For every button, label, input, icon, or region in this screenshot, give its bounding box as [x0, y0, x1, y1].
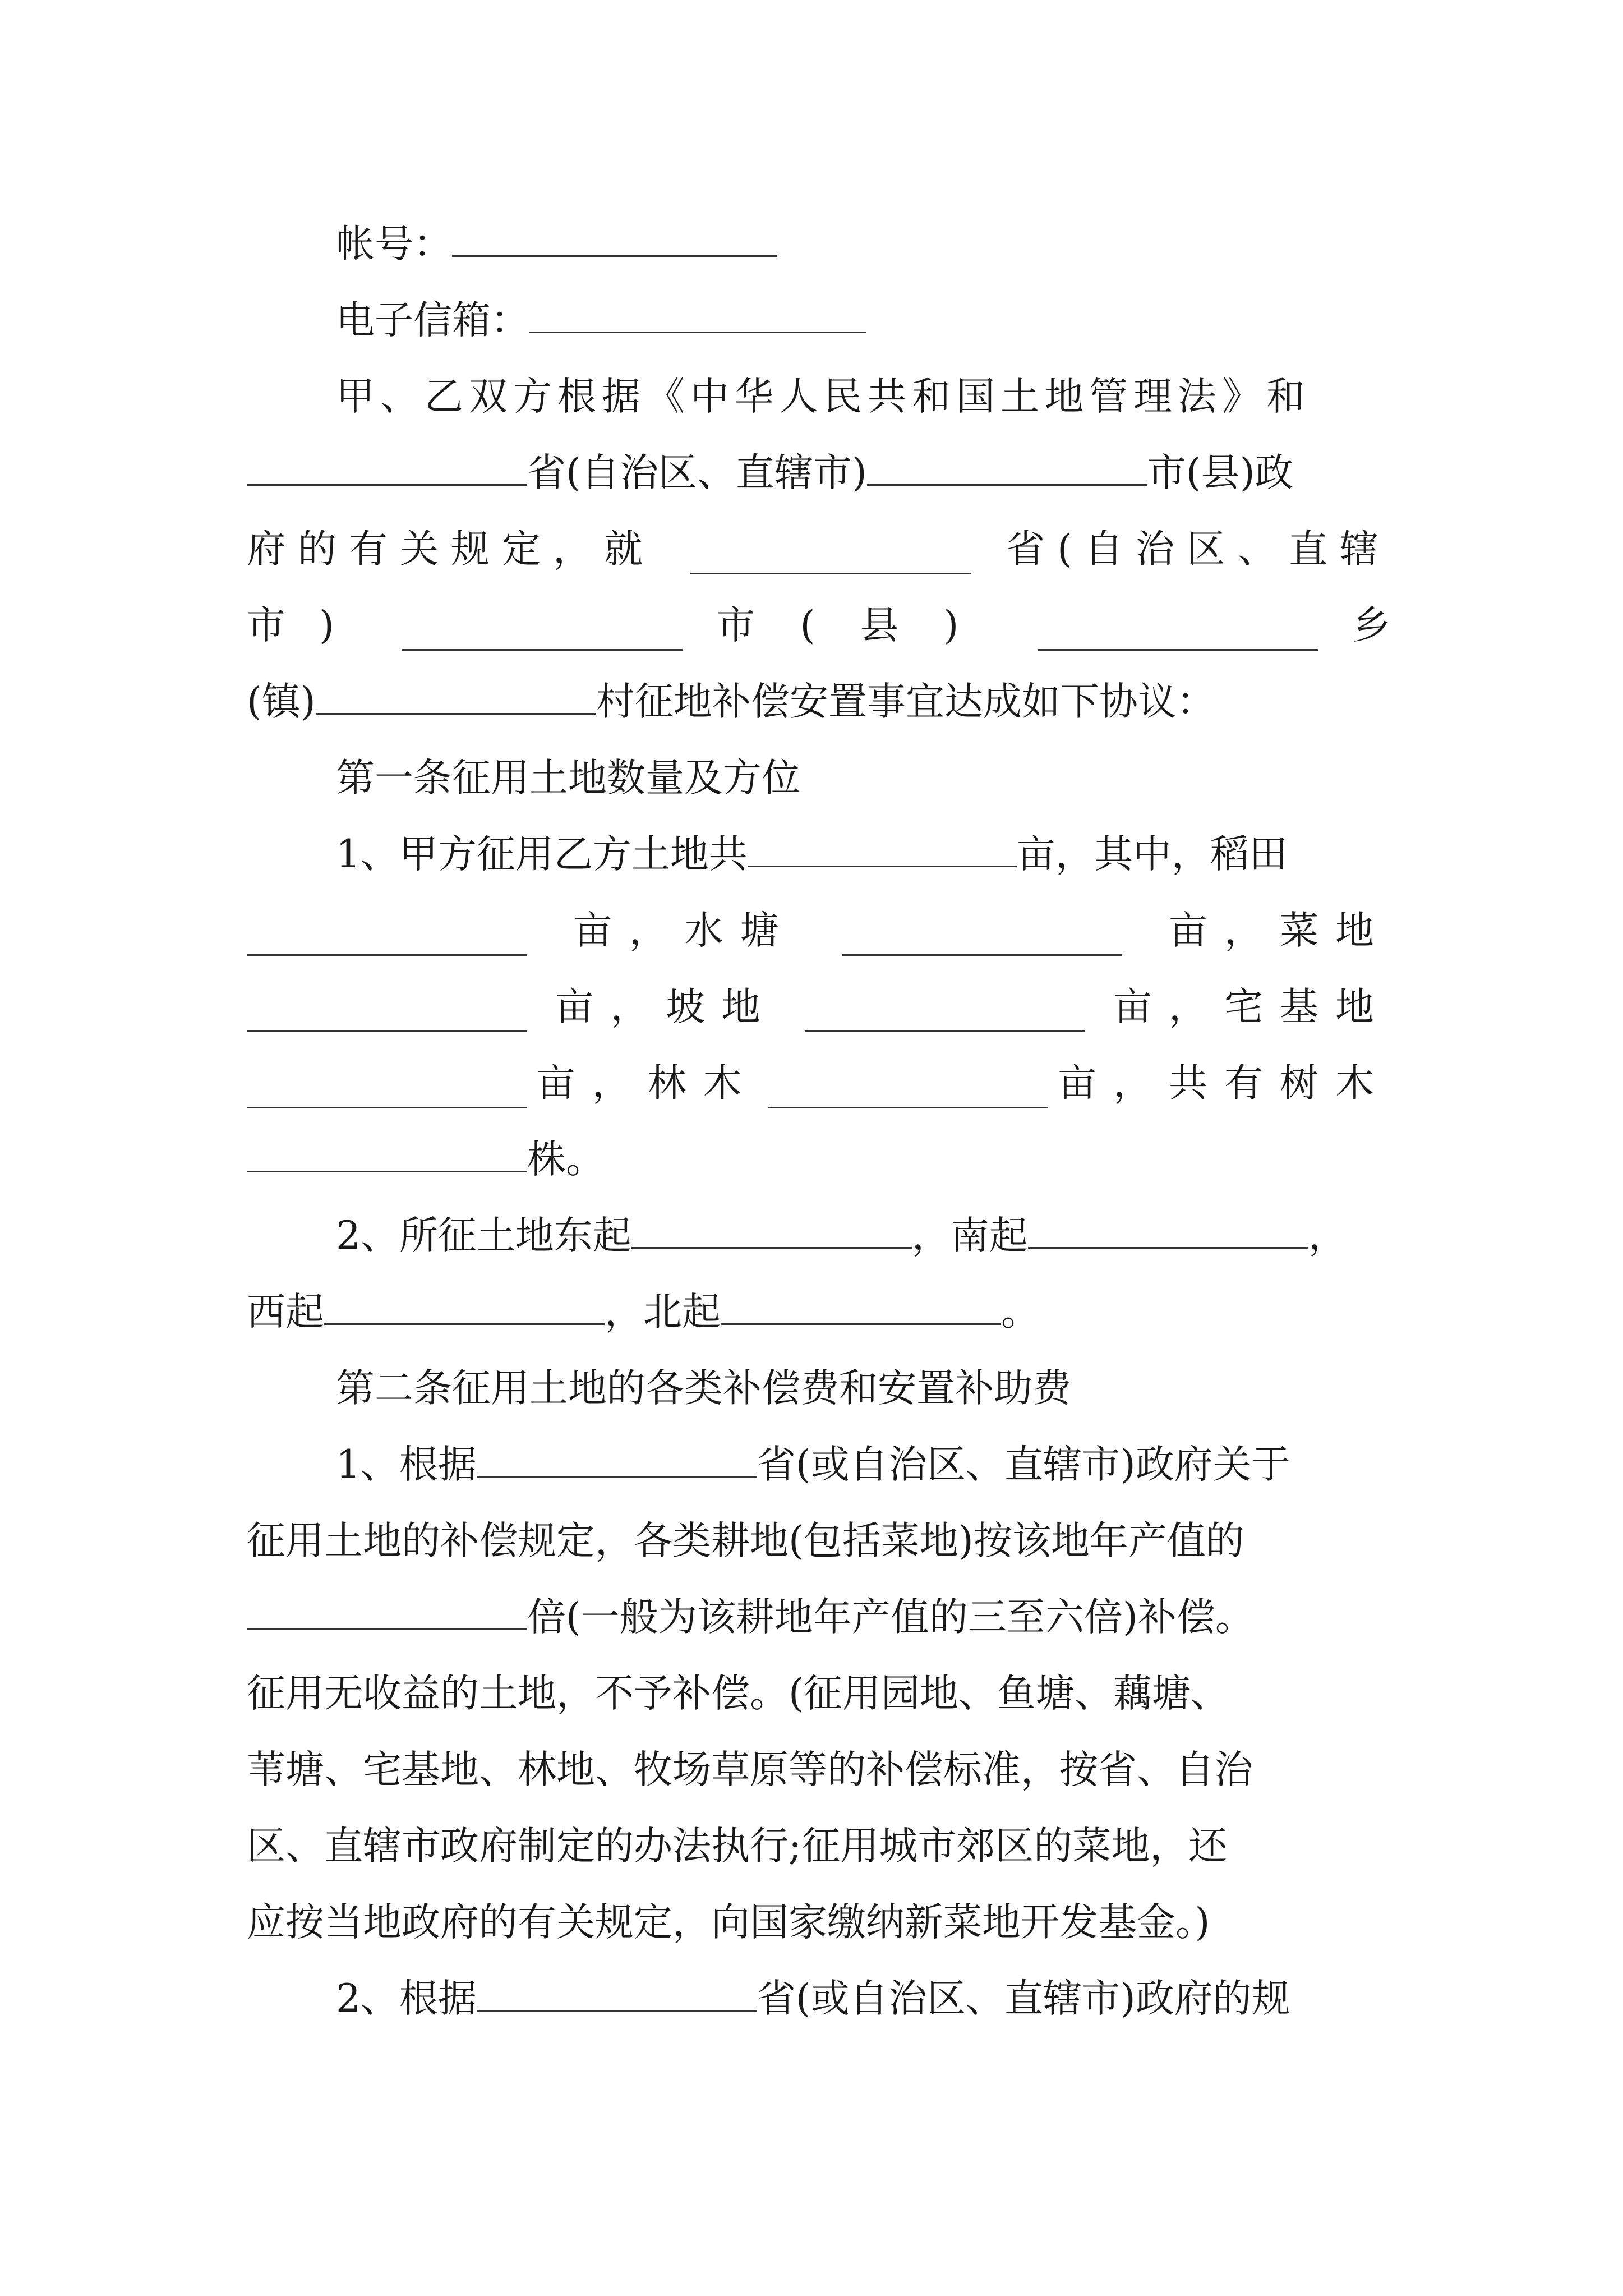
article1-text-4b: 亩，共有树木 [1057, 1061, 1391, 1106]
article1-line-1 [247, 829, 1391, 880]
intro-text-1: 甲、乙双方根据《中华人民共和国土地管理法》和 [336, 374, 1311, 419]
intro-text-2b: 市(县)政 [1147, 450, 1294, 495]
article2-text-2: 征用土地的补偿规定，各类耕地(包括菜地)按该地年产值的 [247, 1519, 1244, 1563]
article2-line-6 [247, 1821, 1391, 1871]
intro-text-4a: 市) [247, 603, 368, 648]
article2-text-6: 区、直辖市政府制定的办法执行;征用城市郊区的菜地，还 [247, 1824, 1228, 1869]
south-blank [1028, 1212, 1308, 1249]
article1-text-1b: 亩，其中，稻田 [1016, 832, 1288, 877]
article1-p2-text-d: 西起 [247, 1290, 324, 1335]
article2-text-1b: 省(或自治区、直辖市)政府关于 [757, 1442, 1290, 1487]
article2-text-1a: 1、根据 [336, 1442, 477, 1487]
article1-para2-line-2 [247, 1287, 1391, 1337]
article1-line-3 [247, 982, 1391, 1032]
article2-text-4: 征用无收益的土地，不予补偿。(征用园地、鱼塘、藕塘、 [247, 1671, 1229, 1716]
intro-line-4 [247, 600, 1391, 651]
north-blank [721, 1289, 1001, 1325]
forest-blank [768, 1072, 1048, 1108]
article1-title [247, 753, 1391, 803]
intro-text-4c: 乡 [1352, 603, 1391, 648]
article1-p2-text-f: 。 [1001, 1290, 1040, 1335]
email-label: 电子信箱： [336, 298, 529, 343]
slope-blank [805, 996, 1085, 1032]
west-blank [324, 1289, 605, 1325]
article1-text-4a: 亩，林木 [536, 1061, 759, 1106]
article2-line-2 [247, 1516, 1391, 1566]
vegetable-blank [247, 996, 527, 1032]
article1-line-5 [247, 1134, 1391, 1185]
intro-text-3a: 府的有关规定，就 [247, 527, 655, 572]
county-blank [1038, 614, 1318, 651]
article2-line-3 [247, 1592, 1391, 1642]
intro-line-2 [247, 448, 1391, 498]
regulation-province-blank [477, 1441, 757, 1478]
article2-p2-text-a: 2、根据 [336, 1976, 477, 2021]
article2-line-7 [247, 1897, 1391, 1948]
article2-title-text: 第二条征用土地的各类补偿费和安置补助费 [336, 1366, 1071, 1411]
account-blank [452, 220, 777, 257]
intro-text-2a: 省(自治区、直辖市) [527, 450, 867, 495]
intro-text-5a: (镇) [247, 679, 316, 724]
article1-title-text: 第一条征用土地数量及方位 [336, 756, 800, 800]
article1-text-2a: 亩，水塘 [573, 908, 796, 953]
pond-blank [842, 919, 1122, 956]
intro-text-5b: 村征地补偿安置事宜达成如下协议： [596, 679, 1215, 724]
city-blank [867, 449, 1147, 486]
article1-text-1a: 1、甲方征用乙方土地共 [336, 832, 748, 877]
article1-text-5: 株。 [527, 1137, 605, 1182]
article1-p2-text-b: ，南起 [911, 1213, 1028, 1258]
article1-text-2b: 亩，菜地 [1168, 908, 1391, 953]
article2-para2-line-1 [247, 1973, 1391, 2024]
regulation-province-blank-2 [477, 1975, 757, 2012]
article1-para2-line-1 [247, 1211, 1391, 1261]
article2-text-5: 苇塘、宅基地、林地、牧场草原等的补偿标准，按省、自治 [247, 1747, 1253, 1792]
east-blank [631, 1212, 912, 1249]
intro-text-3b: 省(自治区、直辖 [1006, 527, 1391, 572]
total-area-blank [748, 831, 1017, 867]
article1-p2-text-a: 2、所征土地东起 [336, 1213, 631, 1258]
article1-line-4 [247, 1058, 1391, 1108]
article1-p2-text-c: ， [1308, 1213, 1347, 1258]
email-blank [529, 297, 866, 333]
email-line [247, 295, 1391, 346]
intro-line-3 [247, 524, 1391, 574]
article1-p2-text-e: ，北起 [605, 1290, 721, 1335]
province-blank-2 [690, 538, 971, 574]
account-line [247, 219, 1391, 269]
article1-line-2 [247, 905, 1391, 956]
intro-line-5 [247, 677, 1391, 727]
article2-p2-text-b: 省(或自治区、直辖市)政府的规 [757, 1976, 1290, 2021]
paddy-blank [247, 919, 527, 956]
city-blank-2 [402, 614, 683, 651]
article2-text-3: 倍(一般为该耕地年产值的三至六倍)补偿。 [527, 1595, 1254, 1640]
intro-text-4b: 市(县) [716, 603, 1004, 648]
article2-title [247, 1363, 1391, 1414]
article1-text-3b: 亩，宅基地 [1113, 984, 1391, 1029]
town-blank [316, 678, 596, 715]
article2-line-4 [247, 1668, 1391, 1719]
province-blank [247, 449, 527, 486]
article2-text-7: 应按当地政府的有关规定，向国家缴纳新菜地开发基金。) [247, 1900, 1210, 1945]
article2-line-5 [247, 1745, 1391, 1795]
homestead-blank [247, 1072, 527, 1108]
trees-blank [247, 1136, 527, 1172]
article1-text-3a: 亩，坡地 [555, 984, 777, 1029]
account-label: 帐号： [336, 222, 452, 266]
article2-line-1 [247, 1439, 1391, 1490]
intro-line-1 [247, 371, 1391, 422]
multiple-blank [247, 1594, 527, 1630]
